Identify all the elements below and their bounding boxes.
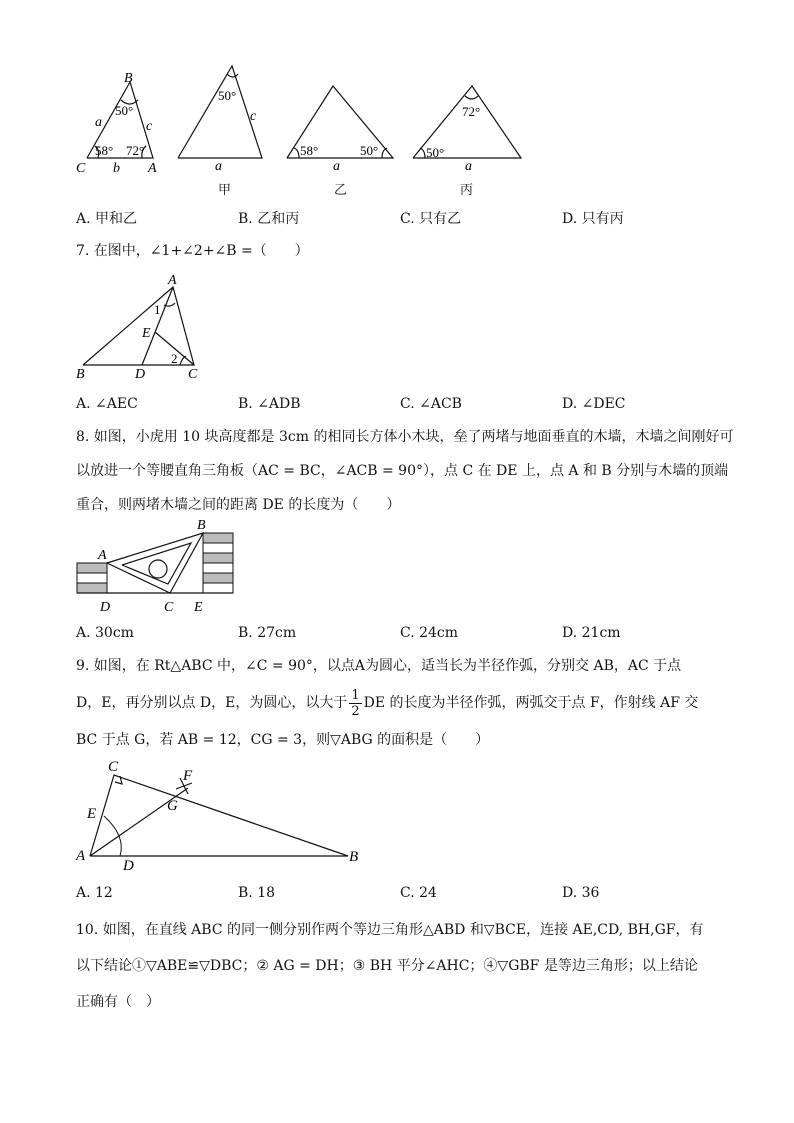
q8-label-C: C — [164, 600, 174, 615]
q6-yi-angle-1: 58° — [300, 143, 319, 158]
q7-option-b[interactable]: B. ∠ADB — [238, 396, 301, 412]
q9-label-G: G — [167, 798, 178, 814]
q8-set-square — [107, 533, 203, 593]
q9-option-b[interactable]: B. 18 — [238, 885, 276, 901]
q6-bing-angle-1: 72° — [462, 104, 481, 119]
q8-option-b[interactable]: B. 27cm — [238, 625, 297, 641]
q7-label-2: 2 — [171, 351, 178, 366]
q8-label-A: A — [98, 548, 107, 563]
q8-options — [76, 625, 736, 641]
q8-label-D: D — [100, 600, 111, 615]
q6-option-a[interactable]: A. 甲和乙 — [76, 211, 138, 227]
q6-main-label-b: b — [113, 161, 120, 176]
q8-left-wall — [77, 563, 107, 593]
q9-stem-line-1: 9. 如图，在 Rt△ABC 中，∠C = 90°，以点A为圆心，适当长为半径作弧，分别交 AB，AC 于点 — [76, 658, 682, 674]
q9-label-D: D — [123, 858, 134, 874]
q9-stem-line-2b: DE 的长度为半径作弧，两弧交于点 F，作射线 AF 交 — [363, 695, 699, 711]
q9-fraction-denominator: 2 — [351, 703, 360, 719]
q10-stem-line-2: 以下结论①▽ABE≌▽DBC；② AG = DH；③ BH 平分∠AHC；④▽GBF 是等边三角形；以上结论 — [76, 958, 698, 974]
q6-yi-angle-2: 50° — [360, 143, 379, 158]
q6-bing-angle-2: 50° — [426, 145, 445, 160]
q9-stem — [76, 648, 736, 758]
q7-option-d[interactable]: D. ∠DEC — [562, 396, 626, 412]
q6-main-angle-B: 50° — [115, 103, 134, 118]
q7-label-B: B — [76, 367, 85, 382]
q9-label-C: C — [108, 759, 119, 775]
q8-option-c[interactable]: C. 24cm — [400, 625, 459, 641]
q9-label-B: B — [349, 849, 359, 865]
q6-main-label-A: A — [148, 161, 157, 176]
q8-right-wall — [203, 533, 233, 593]
q7-stem: 7. 在图中，∠1+∠2+∠B =（ ） — [76, 243, 309, 259]
q6-bing-label-a: a — [465, 159, 472, 174]
q8-stem-line-3: 重合，则两堵木墙之间的距离 DE 的长度为（ ） — [76, 497, 401, 513]
q6-main-label-c: c — [146, 119, 153, 134]
q7-options — [76, 396, 736, 412]
q6-option-c[interactable]: C. 只有乙 — [400, 211, 462, 227]
q6-caption-yi: 乙 — [334, 183, 348, 198]
q8-figure — [70, 514, 250, 618]
q8-label-B: B — [197, 518, 206, 533]
q9-stem-line-2a: D，E，再分别以点 D，E，为圆心，以大于 — [76, 695, 348, 711]
q9-fraction-numerator: 1 — [351, 687, 360, 703]
q9-figure — [70, 756, 370, 874]
q9-label-A: A — [76, 848, 86, 864]
q6-caption-jia: 甲 — [218, 183, 232, 198]
q9-options — [76, 885, 736, 901]
q7-figure — [70, 270, 220, 382]
q7-label-D: D — [135, 367, 146, 382]
q9-option-d[interactable]: D. 36 — [562, 885, 600, 901]
q10-stem-line-3: 正确有（ ） — [76, 994, 160, 1010]
q10-stem — [76, 912, 736, 1020]
q6-main-label-B: B — [124, 71, 133, 86]
q6-main-angle-A: 72° — [126, 143, 145, 158]
q6-jia-label-a: a — [215, 159, 222, 174]
q7-option-a[interactable]: A. ∠AEC — [76, 396, 138, 412]
q9-stem-line-2 — [76, 684, 736, 722]
q6-figures — [0, 60, 794, 210]
q6-caption-bing: 丙 — [460, 183, 474, 198]
q9-label-E: E — [87, 806, 97, 822]
q8-option-d[interactable]: D. 21cm — [562, 625, 621, 641]
q9-label-F: F — [183, 768, 193, 784]
q8-option-a[interactable]: A. 30cm — [76, 625, 134, 641]
q6-jia-label-c: c — [250, 109, 257, 124]
q6-main-label-C: C — [76, 161, 86, 176]
q8-stem-line-1: 8. 如图，小虎用 10 块高度都是 3cm 的相同长方体小木块，垒了两堵与地面垂直的木墙，木墙之间刚好可 — [76, 429, 734, 445]
q9-fraction — [349, 688, 361, 719]
q6-options — [76, 208, 736, 228]
q6-option-b[interactable]: B. 乙和丙 — [238, 211, 300, 227]
q10-stem-line-1: 10. 如图，在直线 ABC 的同一侧分别作两个等边三角形△ABD 和▽BCE，连接 AE,CD, BH,GF，有 — [76, 922, 704, 938]
q6-yi-label-a: a — [333, 159, 340, 174]
q7-label-E: E — [142, 326, 151, 341]
q6-jia-angle: 50° — [218, 88, 237, 103]
q6-main-label-a: a — [95, 115, 102, 130]
q7-label-A: A — [168, 273, 177, 288]
q7-option-c[interactable]: C. ∠ACB — [400, 396, 462, 412]
q8-stem — [76, 420, 736, 522]
q9-option-a[interactable]: A. 12 — [76, 885, 113, 901]
q8-label-E: E — [194, 600, 203, 615]
q7-label-C: C — [188, 367, 198, 382]
q6-main-angle-C: 58° — [95, 143, 114, 158]
q9-option-c[interactable]: C. 24 — [400, 885, 437, 901]
q6-option-d[interactable]: D. 只有丙 — [562, 211, 624, 227]
q9-stem-line-3: BC 于点 G，若 AB = 12，CG = 3，则▽ABG 的面积是（ ） — [76, 732, 490, 748]
q8-stem-line-2: 以放进一个等腰直角三角板（AC = BC，∠ACB = 90°），点 C 在 DE 上，点 A 和 B 分别与木墙的顶端 — [76, 463, 729, 479]
q7-label-1: 1 — [154, 302, 161, 317]
